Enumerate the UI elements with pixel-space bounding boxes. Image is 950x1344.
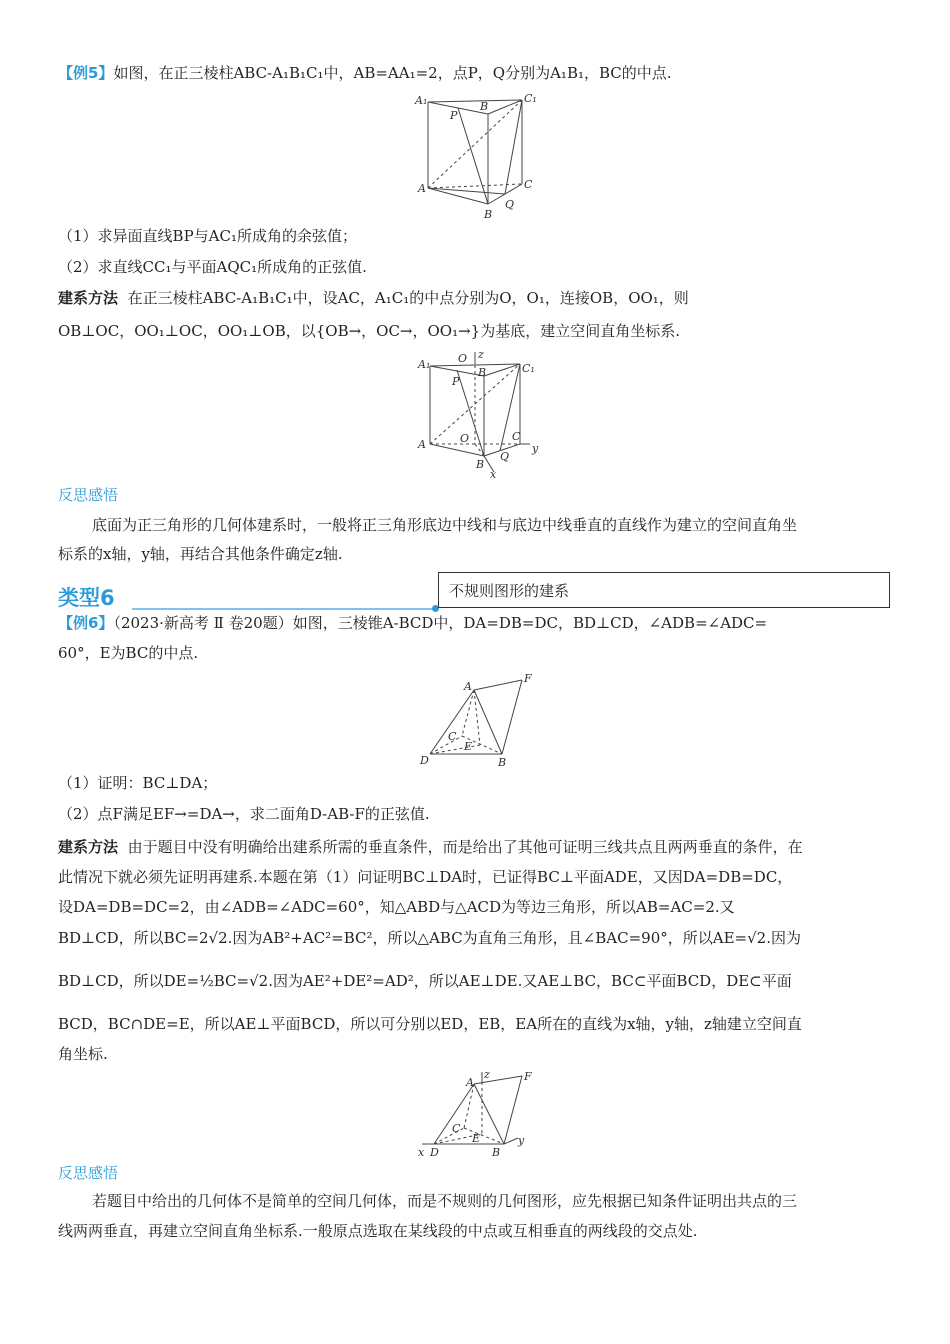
example6-intro-line1	[58, 612, 767, 634]
example6-reflect-text2: 线两两垂直，再建立空间直角坐标系.一般原点选取在某线段的中点或互相垂直的两线段的交点处.	[58, 1222, 698, 1240]
fig2-label-c1: C₁	[522, 362, 535, 375]
section-banner-type6	[58, 572, 892, 610]
section-banner-rule	[132, 608, 438, 610]
fig2-label-b1: B	[478, 366, 487, 379]
fig3-label-a: A	[464, 680, 472, 693]
example6-question2: （2）点F满足EF→=DA→，求二面角D-AB-F的正弦值.	[58, 805, 430, 823]
example6-intro2: 60°，E为BC的中点.	[58, 644, 199, 662]
example6-method-text2: 此情况下就必须先证明再建系.本题在第（1）问证明BC⊥DA时，已证得BC⊥平面ADE，又因DA=DB=DC，	[58, 868, 793, 886]
fig4-label-c: C	[452, 1122, 461, 1135]
example6-method-text6: BCD，BC∩DE=E，所以AE⊥平面BCD，所以可分别以ED，EB，EA所在的直线为x轴，y轴，z轴建立空间直	[58, 1015, 802, 1033]
fig4-label-x: x	[418, 1146, 425, 1159]
example5-method-head: 建系方法	[58, 289, 119, 307]
example6-intro1: （2023·新高考 Ⅱ 卷20题）如图，三棱锥A-BCD中，DA=DB=DC，BD⊥CD，∠ADB=∠ADC=	[113, 614, 768, 632]
fig1-label-b1: B	[480, 100, 489, 113]
fig2-label-o: O	[460, 432, 470, 445]
fig1-label-c: C	[524, 178, 533, 191]
fig4-label-f: F	[524, 1070, 532, 1083]
example6-figure-pyramid-axes	[414, 1068, 544, 1160]
fig1-label-a: A	[418, 182, 426, 195]
fig2-label-y: y	[532, 442, 539, 455]
fig3-label-c: C	[448, 730, 457, 743]
fig4-label-y: y	[518, 1134, 525, 1147]
fig2-label-x: x	[490, 468, 497, 480]
fig2-label-a: A	[418, 438, 426, 451]
fig3-label-f: F	[524, 672, 532, 685]
fig2-label-a1: A₁	[418, 358, 431, 371]
fig2-label-q: Q	[500, 450, 510, 463]
fig4-label-e: E	[472, 1132, 481, 1145]
example6-method-line1	[58, 836, 803, 858]
example6-reflect-head: 反思感悟	[58, 1164, 119, 1182]
example5-question2: （2）求直线CC₁与平面AQC₁所成角的正弦值.	[58, 258, 367, 276]
example5-question1: （1）求异面直线BP与AC₁所成角的余弦值；	[58, 227, 357, 245]
example6-method-text3: 设DA=DB=DC=2，由∠ADB=∠ADC=60°，知△ABD与△ACD为等边三角形，所以AB=AC=2.又	[58, 898, 735, 916]
example5-tag: 【例5】	[58, 64, 114, 82]
section-title-box: 不规则图形的建系	[438, 572, 890, 608]
example5-figure-prism-axes	[412, 348, 542, 480]
example5-method-line1	[58, 287, 689, 309]
fig4-label-z: z	[484, 1068, 490, 1081]
fig1-label-b: B	[484, 208, 493, 221]
section-banner-left	[58, 576, 438, 608]
example6-method-text4: BD⊥CD，所以BC=2√2.因为AB²+AC²=BC²，所以△ABC为直角三角形，且∠BAC=90°，所以AE=√2.因为	[58, 929, 801, 947]
example5-figure-prism	[410, 92, 540, 222]
example5-method-text2: OB⊥OC，OO₁⊥OC，OO₁⊥OB，以{OB→，OC→，OO₁→}为基底，建立空间直角坐标系.	[58, 322, 680, 340]
fig2-label-o1: O	[458, 352, 468, 365]
fig1-label-q: Q	[505, 198, 515, 211]
example6-reflect-text1: 若题目中给出的几何体不是简单的空间几何体，而是不规则的几何图形，应先根据已知条件证明出共点的三	[92, 1192, 798, 1210]
example6-tag: 【例6】	[58, 614, 114, 632]
fig2-label-z: z	[478, 348, 484, 361]
example6-method-text5: BD⊥CD，所以DE=½BC=√2.因为AE²+DE²=AD²，所以AE⊥DE.又AE⊥BC，BC⊂平面BCD，DE⊂平面	[58, 972, 792, 990]
example5-method-text1: 在正三棱柱ABC-A₁B₁C₁中，设AC，A₁C₁的中点分别为O，O₁，连接OB，OO₁，则	[127, 289, 689, 307]
section-type-label: 类型6	[58, 586, 115, 610]
example6-question1: （1）证明：BC⊥DA；	[58, 774, 218, 792]
fig2-label-p: P	[452, 375, 460, 388]
fig3-label-e: E	[464, 740, 473, 753]
example5-reflect-text2: 标系的x轴，y轴，再结合其他条件确定z轴.	[58, 545, 343, 563]
fig1-label-p: P	[450, 109, 458, 122]
fig2-label-b: B	[476, 458, 485, 471]
example6-method-text7: 角坐标.	[58, 1045, 108, 1063]
example5-intro-line	[58, 62, 672, 84]
example5-reflect-text1: 底面为正三角形的几何体建系时，一般将正三角形底边中线和与底边中线垂直的直线作为建立的空间直角坐	[92, 516, 798, 534]
fig3-label-b: B	[498, 756, 507, 769]
fig3-label-d: D	[420, 754, 429, 767]
fig1-label-a1: A₁	[415, 94, 428, 107]
example6-figure-pyramid	[414, 672, 544, 770]
example5-intro: 如图，在正三棱柱ABC-A₁B₁C₁中，AB=AA₁=2，点P，Q分别为A₁B₁，BC的中点.	[113, 64, 672, 82]
fig4-label-b: B	[492, 1146, 501, 1159]
fig4-label-a: A	[466, 1076, 474, 1089]
fig1-label-c1: C₁	[524, 92, 537, 105]
fig2-label-c: C	[512, 430, 521, 443]
example5-reflect-head: 反思感悟	[58, 486, 119, 504]
fig4-label-d: D	[430, 1146, 439, 1159]
example6-method-text1: 由于题目中没有明确给出建系所需的垂直条件，而是给出了其他可证明三线共点且两两垂直的条件，在	[127, 838, 803, 856]
example6-method-head: 建系方法	[58, 838, 119, 856]
